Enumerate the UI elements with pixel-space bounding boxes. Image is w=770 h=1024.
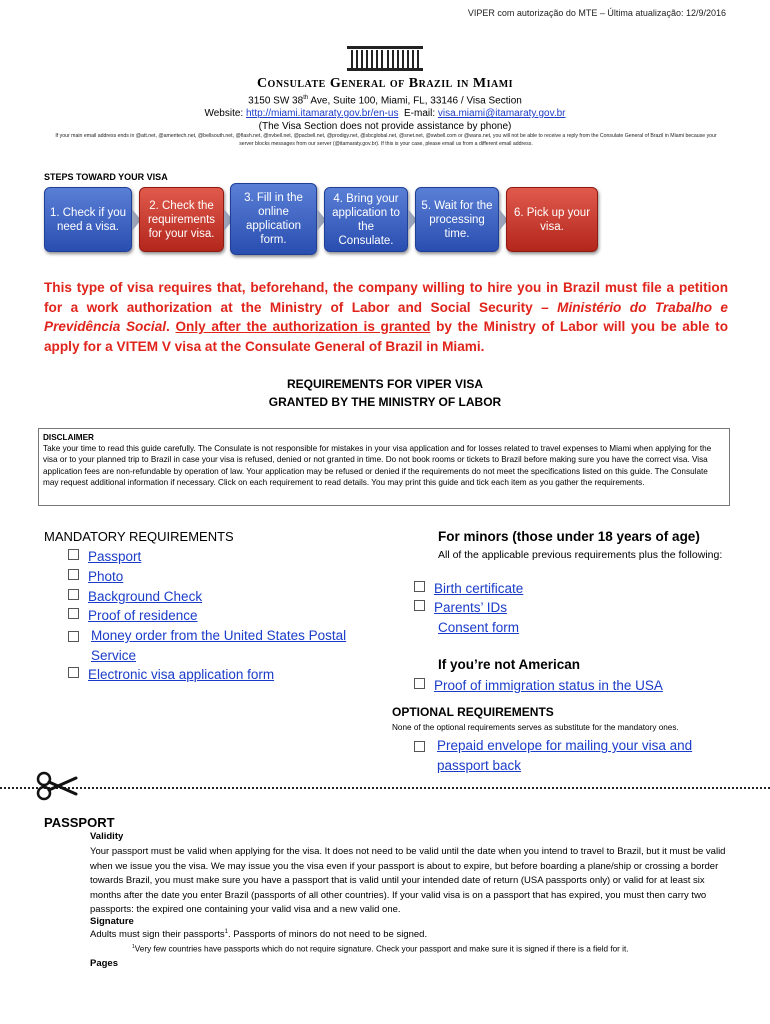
email-server-notice: If your main email address ends in @att.net, @ameritech.net, @bellsouth.net, @flash.net, @nvbell.net, @pacbell.net, @prodigy.net, @sbcglobal.net, @snet.net, @swbell.com or @wans.net, you will not be able to receive a reply from the Consulate General of Brazil in Miami because your server blocks messages from our server (@itamaraty.gov.br). If this is your case, please email us from a different email address. [55, 133, 717, 147]
building-columns-icon [345, 45, 425, 73]
website-label: Website: [204, 108, 246, 119]
warning-text: This type of visa requires that, beforehand, the company willing to hire you in Brazil must file a petition for a work authorization at the Ministry of Labor and Social Security – [44, 280, 728, 315]
email-link[interactable]: visa.miami@itamaraty.gov.br [437, 108, 566, 119]
requirement-link[interactable]: Proof of residence [88, 608, 198, 623]
step-label: 4. Bring your application to the Consulate. [332, 192, 400, 247]
optional-requirements-title: OPTIONAL REQUIREMENTS [392, 705, 554, 719]
requirement-link[interactable]: Background Check [88, 589, 203, 604]
validity-text: Your passport must be valid when applying for the visa. It does not need to be valid until the date when you intend to travel to Brazil, but it must be valid when we issue you the visa. We may issue you the visa even if your passport is about to expire, but before boarding a plane/ship or crossing a border towards Brazil, you must make sure you have a passport that is valid until your intended date of return (USA passports only) or valid for at least six months after the date you enter Brazil (passports of all other countries). If your valid visa is on a passport that has expired, you must then carry two passports: the expired one containing your valid visa and a new valid one. [90, 846, 726, 916]
website-link[interactable]: http://miami.itamaraty.gov.br/en-us [245, 108, 399, 119]
consulate-logo [0, 45, 770, 73]
address-line [0, 95, 770, 106]
address-part: Ave, Suite 100, Miami, FL, 33146 / Visa Section [308, 95, 522, 107]
checkbox-icon[interactable] [68, 549, 79, 560]
pages-heading: Pages [90, 958, 118, 969]
requirement-passport [68, 547, 141, 567]
checkbox-icon[interactable] [68, 631, 79, 642]
step-3-box[interactable] [230, 183, 317, 255]
requirement-link[interactable]: Consent form [438, 620, 520, 635]
step-label: 2. Check the requirements for your visa. [147, 199, 216, 240]
requirement-money-order [68, 626, 368, 665]
requirements-title [0, 375, 770, 411]
warning-text: by the Ministry of Labor will you be able to apply for a VITEM V visa at the Consulate General of Brazil in Miami. [44, 319, 728, 354]
mandatory-requirements-title: MANDATORY REQUIREMENTS [44, 529, 234, 544]
signature-text [90, 929, 427, 940]
requirement-immigration-status [414, 676, 663, 696]
step-label: 5. Wait for the processing time. [421, 199, 493, 240]
no-phone-support-note: (The Visa Section does not provide assistance by phone) [258, 121, 512, 132]
requirement-photo [68, 567, 123, 587]
requirement-birth-certificate [414, 579, 523, 599]
step-label: 3. Fill in the online application form. [244, 192, 303, 246]
requirements-title-line: REQUIREMENTS FOR VIPER VISA [286, 377, 484, 391]
warning-emphasis: Only after the authorization is granted [175, 319, 431, 334]
disclaimer-box [38, 428, 730, 506]
requirement-link[interactable]: Parents’ IDs [434, 600, 508, 615]
optional-description: None of the optional requirements serves as substitute for the mandatory ones. [392, 723, 679, 732]
address-part: 3150 SW 38 [248, 95, 304, 107]
requirement-prepaid-envelope [414, 736, 714, 775]
validity-heading: Validity [90, 831, 124, 842]
requirement-link[interactable]: Prepaid envelope for mailing your visa and passport back [437, 738, 693, 773]
work-authorization-warning [44, 278, 728, 356]
checkbox-icon[interactable] [414, 741, 425, 752]
requirement-link[interactable]: Birth certificate [434, 581, 524, 596]
signature-text-part: . Passports of minors do not need to be signed. [228, 929, 428, 941]
checkbox-icon[interactable] [68, 569, 79, 580]
footnote-marker: 1 [132, 944, 135, 950]
requirement-background-check [68, 587, 202, 607]
step-label: 6. Pick up your visa. [513, 206, 591, 233]
minors-requirements-title: For minors (those under 18 years of age) [438, 529, 700, 544]
requirement-consent-form [438, 618, 519, 638]
step-6-box[interactable] [506, 187, 598, 252]
step-1-box[interactable] [44, 187, 132, 252]
checkbox-icon[interactable] [68, 589, 79, 600]
checkbox-icon[interactable] [68, 608, 79, 619]
requirement-link[interactable]: Passport [88, 549, 142, 564]
warning-text: . [166, 319, 176, 334]
footnote-text: Very few countries have passports which do not require signature. Check your passport and make sure it is signed if there is a field for it. [134, 944, 629, 954]
step-2-box[interactable] [139, 187, 224, 252]
consulate-name: Consulate General of Brazil in Miami [256, 76, 514, 91]
scissors-icon [36, 770, 78, 807]
checkbox-icon[interactable] [414, 678, 425, 689]
cut-line-divider [0, 787, 770, 789]
requirements-title-line: GRANTED BY THE MINISTRY OF LABOR [268, 395, 502, 409]
step-5-box[interactable] [415, 187, 499, 252]
website-line [0, 108, 770, 119]
signature-footnote [132, 944, 629, 954]
step-4-box[interactable] [324, 187, 408, 252]
requirement-link[interactable]: Money order from the United States Postal Service [91, 628, 347, 663]
minors-description: All of the applicable previous requirements plus the following: [438, 549, 723, 561]
checkbox-icon[interactable] [68, 667, 79, 678]
top-update-line: VIPER com autorização do MTE – Última atualização: 12/9/2016 [467, 8, 726, 18]
address-suffix: th [303, 95, 309, 101]
requirement-link[interactable]: Photo [88, 569, 124, 584]
requirement-proof-of-residence [68, 606, 198, 626]
signature-heading: Signature [90, 916, 134, 927]
checkbox-icon[interactable] [414, 600, 425, 611]
warning-ministry-name: Ministério do Trabalho e Previdência Social [44, 299, 728, 334]
not-american-title: If you’re not American [438, 657, 581, 672]
footnote-marker: 1 [224, 929, 228, 935]
step-label: 1. Check if you need a visa. [49, 206, 127, 233]
disclaimer-text: Take your time to read this guide carefully. The Consulate is not responsible for mistakes in your visa application and for losses related to travel expenses to Miami when applying for the visa or to your planned trip to Brazil in case your visa is refused, denied or not granted in time. Do not book rooms or tickets to Brazil before making sure you have the correct visa. Visa application fees are non-refundable by operation of law. Your application may be refused or denied if the requirements do not meet the specifications listed on this guide. The Consulate may request additional information if necessary. Click on each requirement to read details. You may print this guide and tick each item as you gather the requirements. [43, 444, 712, 487]
disclaimer-title: DISCLAIMER [43, 433, 94, 442]
requirement-electronic-form [68, 665, 274, 685]
signature-text-part: Adults must sign their passports [90, 929, 225, 941]
requirement-parents-ids [414, 598, 507, 618]
requirement-link[interactable]: Electronic visa application form [88, 667, 275, 682]
passport-section-title: PASSPORT [44, 815, 115, 830]
email-label: E-mail: [398, 108, 438, 119]
steps-title: STEPS TOWARD YOUR VISA [44, 172, 168, 182]
requirement-link[interactable]: Proof of immigration status in the USA [434, 678, 663, 693]
checkbox-icon[interactable] [414, 581, 425, 592]
